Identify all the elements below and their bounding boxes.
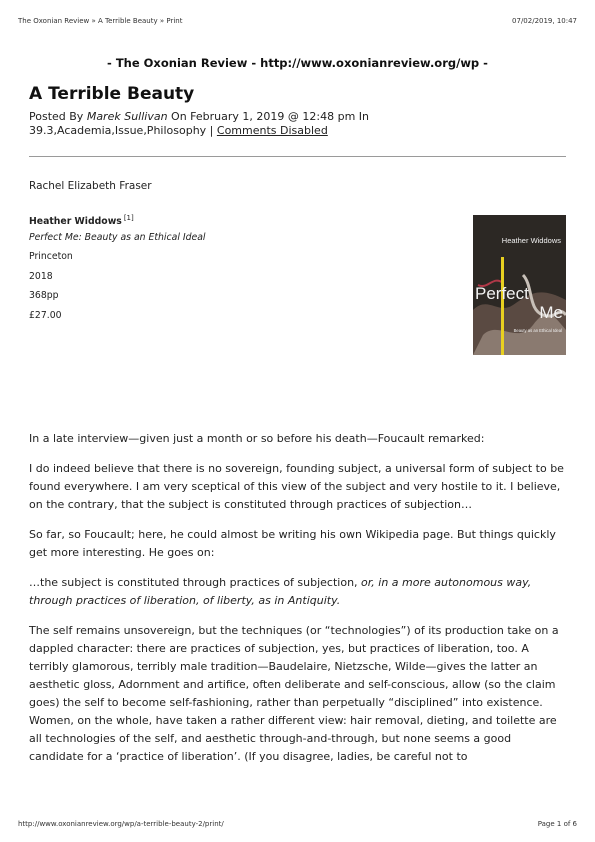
print-datetime: 07/02/2019, 10:47 [512, 17, 577, 25]
article-meta [29, 110, 409, 138]
posted-by-label: Posted By [29, 110, 87, 123]
book-author-line [29, 210, 206, 230]
book-price: £27.00 [29, 309, 62, 321]
book-year: 2018 [29, 270, 53, 282]
footnote-link[interactable]: [1] [123, 214, 134, 222]
cover-title-line1: Perfect [475, 284, 529, 303]
print-header [18, 17, 577, 25]
print-breadcrumb: The Oxonian Review » A Terrible Beauty » Print [18, 17, 183, 25]
book-cover-image [473, 215, 566, 355]
site-banner: - The Oxonian Review - http://www.oxonianreview.org/wp - [107, 56, 488, 70]
book-info [29, 210, 206, 327]
book-publisher: Princeton [29, 251, 73, 262]
header-divider [29, 156, 566, 157]
print-url: http://www.oxonianreview.org/wp/a-terrible-beauty-2/print/ [18, 820, 224, 828]
article-body [29, 430, 566, 778]
body-paragraph: So far, so Foucault; here, he could almost be writing his own Wikipedia page. But things quickly get more interesting. He goes on: [29, 528, 556, 559]
body-paragraph: I do indeed believe that there is no sovereign, founding subject, a universal form of subject to be found everywhere. I am very sceptical of this view of the subject and very hostile to it. I believe, on the contrary, that the subject is constituted through practices of subjection… [29, 462, 564, 511]
body-paragraph: In a late interview—given just a month or so before his death—Foucault remarked: [29, 432, 485, 445]
quote-paragraph [29, 574, 566, 610]
book-pages: 368pp [29, 290, 59, 301]
body-paragraph: The self remains unsovereign, but the techniques (or “technologies”) of its production take on a dappled character: there are practices of subjection, yes, but practices of liberation, too. A terribly glamorous, terribly male tradition—Baudelaire, Nietzsche, Wilde—gives the latter an aesthetic gloss, Adornment and artifice, often deliberate and self-conscious, allow (so the claim goes) the self to become self-fashioning, rather than perpetually “disciplined” into existence. Women, on the whole, have taken a rather different view: hair removal, dieting, and toilette are all technologies of the self, and aesthetic through-and-through, but none seems a good candidate for a ‘practice of liberation’. (If you disagree, ladies, be careful not to [29, 624, 559, 763]
quote-plain: …the subject is constituted through practices of subjection, [29, 576, 362, 589]
reviewer-name: Rachel Elizabeth Fraser [29, 180, 152, 192]
article-title: A Terrible Beauty [29, 84, 195, 104]
cover-subtitle: Beauty as an Ethical Ideal [513, 328, 562, 333]
cover-title-line2: Me [539, 303, 563, 322]
comments-link[interactable]: Comments Disabled [216, 124, 328, 137]
cover-accent-stripe [501, 257, 504, 355]
book-title: Perfect Me: Beauty as an Ethical Ideal [29, 231, 206, 243]
post-author: Marek Sullivan [86, 110, 168, 123]
quote-italic: or, in a more autonomous way, through practices of liberation, of liberty, as in Antiquity. [29, 576, 532, 607]
book-cover-art [473, 215, 566, 355]
cover-author: Heather Widdows [501, 236, 561, 245]
page-number: Page 1 of 6 [537, 820, 577, 828]
book-author: Heather Widdows [29, 216, 122, 227]
post-date-categories: On February 1, 2019 @ 12:48 pm In 39.3,Academia,Issue,Philosophy | [29, 110, 370, 137]
print-footer [18, 820, 577, 828]
